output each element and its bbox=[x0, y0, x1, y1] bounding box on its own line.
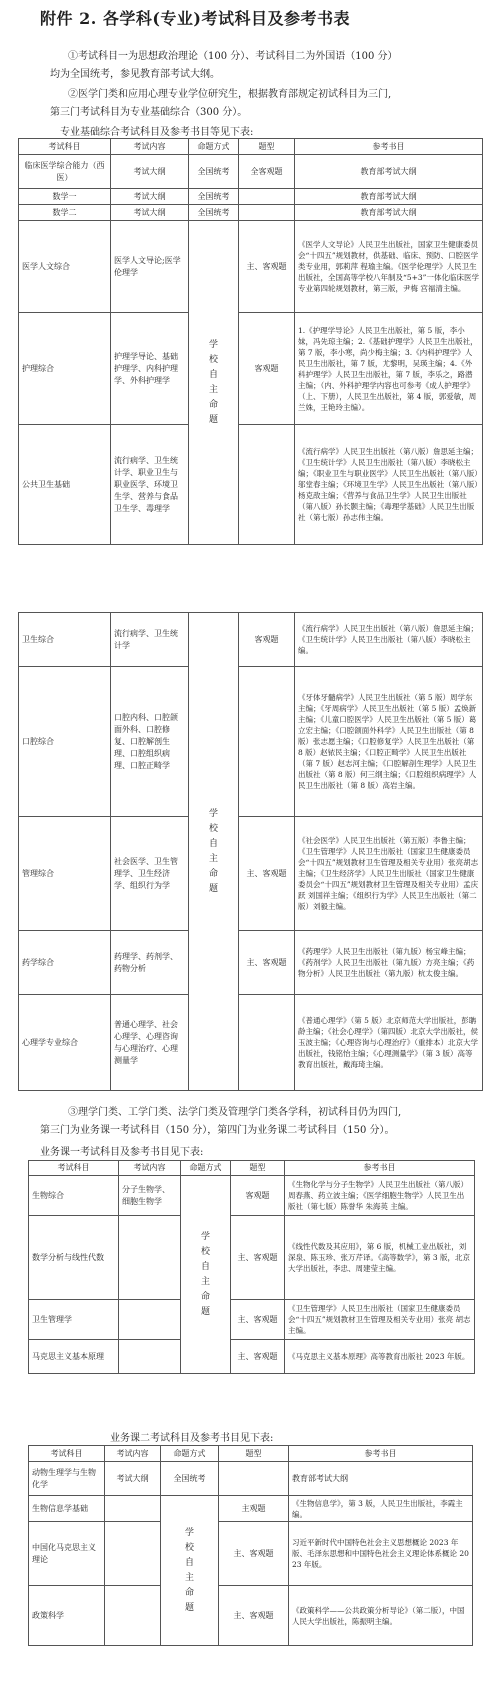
table-row bbox=[29, 1586, 473, 1646]
cell-books: 《卫生管理学》人民卫生出版社（国家卫生健康委员会“十四五”规划教材卫生管理及相关专业用）张亮 胡志主编。 bbox=[285, 1300, 475, 1340]
cell-method: 全国统考 bbox=[161, 1462, 219, 1496]
cell-content: 社会医学、卫生管理学、卫生经济学、组织行为学 bbox=[111, 817, 189, 931]
cell-method-self bbox=[161, 1496, 219, 1646]
cell-content: 普通心理学、社会心理学、心理咨询与心理治疗、心理测量学 bbox=[111, 995, 189, 1091]
cell-subject: 中国化马克思主义理论 bbox=[29, 1522, 105, 1586]
cell-books: 《医学人文导论》人民卫生出版社，国家卫生健康委员会“十四五”规划教材，供基础、临床、预防、口腔医学类专业用，郭莉萍 程瑜主编。《医学伦理学》人民卫生出版社，全国高等学校八年制及“5+3”一体化临床医学专业第四轮规划教材，第三版，尹梅 宫福清主编。 bbox=[295, 221, 483, 313]
table-header-row bbox=[19, 139, 483, 155]
cell-type: 主、客观题 bbox=[219, 1586, 289, 1646]
cell-content bbox=[119, 1340, 181, 1374]
table-row bbox=[19, 313, 483, 425]
cell-type: 主、客观题 bbox=[239, 221, 295, 313]
header-method: 命题方式 bbox=[181, 1161, 231, 1176]
table-header-row bbox=[29, 1446, 473, 1462]
cell-books: 习近平新时代中国特色社会主义思想概论 2023 年版、毛泽东思想和中国特色社会主义理论体系概论 2023 年版。 bbox=[289, 1522, 473, 1586]
cell-books: 教育部考试大纲 bbox=[295, 155, 483, 189]
table-row bbox=[19, 995, 483, 1091]
cell-method: 全国统考 bbox=[189, 189, 239, 205]
cell-subject: 口腔综合 bbox=[19, 667, 111, 817]
table-row bbox=[29, 1340, 475, 1374]
cell-subject: 生物信息学基础 bbox=[29, 1496, 105, 1522]
cell-content: 考试大纲 bbox=[111, 205, 189, 221]
cell-content bbox=[119, 1216, 181, 1300]
table3-caption: 业务课一考试科目及参考书目见下表: bbox=[40, 1147, 204, 1158]
cell-type: 主、客观题 bbox=[231, 1300, 285, 1340]
table-row bbox=[29, 1176, 475, 1216]
table-business-course-1 bbox=[28, 1160, 475, 1374]
cell-content: 护理学导论、基础护理学、内科护理学、外科护理学 bbox=[111, 313, 189, 425]
table-business-course-2 bbox=[28, 1445, 473, 1646]
cell-content: 医学人文导论;医学伦理学 bbox=[111, 221, 189, 313]
table4-caption: 业务课二考试科目及参考书目见下表: bbox=[110, 1433, 274, 1444]
cell-content bbox=[105, 1586, 161, 1646]
table-row bbox=[19, 189, 483, 205]
method-vertical-text: 学校自主命题 bbox=[208, 808, 218, 894]
cell-subject: 药学综合 bbox=[19, 931, 111, 995]
paragraph-3-line-1: ③理学门类、工学门类、法学门类及管理学门类各学科，初试科目仍为四门, bbox=[68, 1107, 402, 1118]
cell-type: 客观题 bbox=[231, 1176, 285, 1216]
table-row bbox=[19, 931, 483, 995]
table-row bbox=[19, 613, 483, 667]
paragraph-1-line-2: 均为全国统考，参见教育部考试大纲。 bbox=[50, 69, 220, 80]
table-professional-basic-continued bbox=[18, 612, 483, 1091]
header-content: 考试内容 bbox=[119, 1161, 181, 1176]
header-content: 考试内容 bbox=[111, 139, 189, 155]
cell-type: 主观题 bbox=[219, 1496, 289, 1522]
table-header-row bbox=[29, 1161, 475, 1176]
table-row bbox=[19, 205, 483, 221]
header-subject: 考试科目 bbox=[29, 1446, 105, 1462]
cell-type bbox=[239, 995, 295, 1091]
cell-content bbox=[105, 1522, 161, 1586]
cell-subject: 数学一 bbox=[19, 189, 111, 205]
table-row bbox=[29, 1300, 475, 1340]
cell-subject: 临床医学综合能力（西医） bbox=[19, 155, 111, 189]
cell-subject: 马克思主义基本原理 bbox=[29, 1340, 119, 1374]
paragraph-3-line-2: 第三门为业务课一考试科目（150 分），第四门为业务课二考试科目（150 分）。 bbox=[40, 1125, 395, 1136]
paragraph-2-line-2: 第三门考试科目为专业基础综合（300 分）。 bbox=[50, 107, 248, 118]
cell-content: 分子生物学、细胞生物学 bbox=[119, 1176, 181, 1216]
cell-type: 主、客观题 bbox=[231, 1216, 285, 1300]
cell-type: 主、客观题 bbox=[239, 931, 295, 995]
cell-books: 《生物信息学》，第 3 版，人民卫生出版社，李霞主编。 bbox=[289, 1496, 473, 1522]
cell-content bbox=[105, 1496, 161, 1522]
cell-method: 全国统考 bbox=[189, 205, 239, 221]
cell-type bbox=[239, 205, 295, 221]
cell-subject: 卫生管理学 bbox=[29, 1300, 119, 1340]
cell-books: 《牙体牙髓病学》人民卫生出版社（第 5 版）周学东主编；《牙周病学》人民卫生出版社（第 5 版）孟焕新主编；《儿童口腔医学》人民卫生出版社（第 5 版）葛立宏主编；《口腔颌面外科学》人民卫生出版社（第 8 版）张志愿主编；《口腔修复学》人民卫生出版社（第 8 版）赵铱民主编；《口腔正畸学》人民卫生出版社（第 7 版）赵志河主编；《口腔解剖生理学》人民卫生出版社（第 8 版）何三纲主编；《口腔组织病理学》人民卫生出版社（第 8 版）高岩主编。 bbox=[295, 667, 483, 817]
table-row bbox=[29, 1462, 473, 1496]
header-method: 命题方式 bbox=[161, 1446, 219, 1462]
cell-type: 主、客观题 bbox=[239, 817, 295, 931]
header-type: 题型 bbox=[239, 139, 295, 155]
header-books: 参考书目 bbox=[285, 1161, 475, 1176]
cell-subject: 政策科学 bbox=[29, 1586, 105, 1646]
paragraph-2-line-1: ②医学门类和应用心理专业学位研究生，根据教育部规定初试科目为三门, bbox=[68, 89, 392, 100]
cell-subject: 生物综合 bbox=[29, 1176, 119, 1216]
cell-books: 《流行病学》人民卫生出版社（第八版）詹思延主编；《卫生统计学》人民卫生出版社（第八版）李晓松主编；《职业卫生与职业医学》人民卫生出版社（第八版）邬堂春主编；《环境卫生学》人民卫生出版社（第八版）杨克敌主编；《营养与食品卫生学》人民卫生出版社（第八版）孙长颢主编；《毒理学基础》人民卫生出版社（第七版）孙志伟主编。 bbox=[295, 425, 483, 545]
cell-content: 考试大纲 bbox=[105, 1462, 161, 1496]
cell-type bbox=[239, 425, 295, 545]
method-vertical-text: 学校自主命题 bbox=[184, 1527, 194, 1613]
cell-type bbox=[239, 189, 295, 205]
cell-subject: 动物生理学与生物化学 bbox=[29, 1462, 105, 1496]
cell-type: 主、客观题 bbox=[231, 1340, 285, 1374]
cell-type: 客观题 bbox=[239, 613, 295, 667]
cell-type: 全客观题 bbox=[239, 155, 295, 189]
cell-books: 《政策科学——公共政策分析导论》（第二版），中国人民大学出版社，陈振明主编。 bbox=[289, 1586, 473, 1646]
cell-subject: 数学分析与线性代数 bbox=[29, 1216, 119, 1300]
cell-books: 教育部考试大纲 bbox=[289, 1462, 473, 1496]
cell-books: 教育部考试大纲 bbox=[295, 205, 483, 221]
cell-content: 流行病学、卫生统计学 bbox=[111, 613, 189, 667]
cell-subject: 心理学专业综合 bbox=[19, 995, 111, 1091]
table-row bbox=[19, 667, 483, 817]
table-row bbox=[29, 1216, 475, 1300]
cell-books: 《药理学》人民卫生出版社（第九版）杨宝峰主编；《药剂学》人民卫生出版社（第九版）方亮主编；《药物分析》人民卫生出版社（第九版）杭太俊主编。 bbox=[295, 931, 483, 995]
cell-type bbox=[219, 1462, 289, 1496]
header-content: 考试内容 bbox=[105, 1446, 161, 1462]
cell-books: 《生物化学与分子生物学》人民卫生出版社（第八版）周春燕、药立波主编；《医学细胞生物学》人民卫生出版社（第七版）陈誉华 朱海英 主编。 bbox=[285, 1176, 475, 1216]
table-professional-basic bbox=[18, 138, 483, 545]
header-type: 题型 bbox=[219, 1446, 289, 1462]
header-subject: 考试科目 bbox=[19, 139, 111, 155]
cell-type: 客观题 bbox=[239, 313, 295, 425]
cell-books: 1.《护理学导论》人民卫生出版社，第 5 版，李小妹，冯先琼主编；2.《基础护理学》人民卫生出版社，第 7 版，李小寒，尚少梅主编；3.《内科护理学》人民卫生出版社，第 7 版，尤黎明，吴瑛主编；4.《外科护理学》人民卫生出版社，第 7 版，李乐之，路潜主编；（内、外科护理学内容也可参考《成人护理学》（上、下册），人民卫生出版社，第 4 版，郭爱敏，周兰姝，王艳玲主编）。 bbox=[295, 313, 483, 425]
method-vertical-text: 学校自主命题 bbox=[208, 339, 218, 425]
document-title: 附件 2. 各学科(专业)考试科目及参考书表 bbox=[40, 9, 350, 28]
cell-books: 《流行病学》人民卫生出版社（第八版）詹思延主编；《卫生统计学》人民卫生出版社（第八版）李晓松主编。 bbox=[295, 613, 483, 667]
paragraph-1-line-1: ①考试科目一为思想政治理论（100 分）、考试科目二为外国语（100 分） bbox=[68, 51, 398, 62]
cell-books: 《普通心理学》（第 5 版）北京师范大学出版社，彭聃龄主编；《社会心理学》（第四版）北京大学出版社，侯玉波主编；《心理咨询与心理治疗》（重排本）北京大学出版社，钱铭怡主编；《心理测量学》（第 3 版）高等教育出版社，戴海琦主编。 bbox=[295, 995, 483, 1091]
cell-subject: 医学人文综合 bbox=[19, 221, 111, 313]
cell-content: 考试大纲 bbox=[111, 189, 189, 205]
cell-method-self bbox=[189, 221, 239, 545]
header-books: 参考书目 bbox=[295, 139, 483, 155]
cell-type: 主、客观题 bbox=[219, 1522, 289, 1586]
header-subject: 考试科目 bbox=[29, 1161, 119, 1176]
table-row bbox=[19, 155, 483, 189]
table-row bbox=[19, 817, 483, 931]
table-row bbox=[29, 1522, 473, 1586]
table-row bbox=[19, 425, 483, 545]
cell-content bbox=[119, 1300, 181, 1340]
cell-content: 药理学、药剂学、药物分析 bbox=[111, 931, 189, 995]
cell-content: 口腔内科、口腔颌面外科、口腔修复、口腔解剖生理、口腔组织病理、口腔正畸学 bbox=[111, 667, 189, 817]
cell-subject: 卫生综合 bbox=[19, 613, 111, 667]
method-vertical-text: 学校自主命题 bbox=[200, 1231, 210, 1317]
cell-content: 考试大纲 bbox=[111, 155, 189, 189]
cell-subject: 护理综合 bbox=[19, 313, 111, 425]
cell-content: 流行病学、卫生统计学、职业卫生与职业医学、环境卫生学、营养与食品卫生学、毒理学 bbox=[111, 425, 189, 545]
header-method: 命题方式 bbox=[189, 139, 239, 155]
header-books: 参考书目 bbox=[289, 1446, 473, 1462]
cell-subject: 公共卫生基础 bbox=[19, 425, 111, 545]
header-type: 题型 bbox=[231, 1161, 285, 1176]
cell-books: 《马克思主义基本原理》高等教育出版社 2023 年版。 bbox=[285, 1340, 475, 1374]
table-row bbox=[29, 1496, 473, 1522]
cell-books: 教育部考试大纲 bbox=[295, 189, 483, 205]
cell-books: 《社会医学》人民卫生出版社（第五版）李鲁主编；《卫生管理学》人民卫生出版社（国家卫生健康委员会“十四五”规划教材卫生管理及相关专业用）张亮胡志主编；《卫生经济学》人民卫生出版社（国家卫生健康委员会“十四五”规划教材卫生管理及相关专业用）孟庆跃 刘国祥主编；《组织行为学》人民卫生出版社（第二版）刘毅主编。 bbox=[295, 817, 483, 931]
cell-books: 《线性代数及其应用》，第 6 版，机械工业出版社，刘深泉、陈玉珍、张万芹译。《高等数学》，第 3 版，北京大学出版社，李忠、周建莹主编。 bbox=[285, 1216, 475, 1300]
cell-method: 全国统考 bbox=[189, 155, 239, 189]
table1-caption: 专业基础综合考试科目及参考书目等见下表: bbox=[60, 127, 254, 138]
cell-subject: 管理综合 bbox=[19, 817, 111, 931]
cell-method-self bbox=[189, 613, 239, 1091]
cell-subject: 数学二 bbox=[19, 205, 111, 221]
cell-method-self bbox=[181, 1176, 231, 1374]
table-row bbox=[19, 221, 483, 313]
cell-type bbox=[239, 667, 295, 817]
